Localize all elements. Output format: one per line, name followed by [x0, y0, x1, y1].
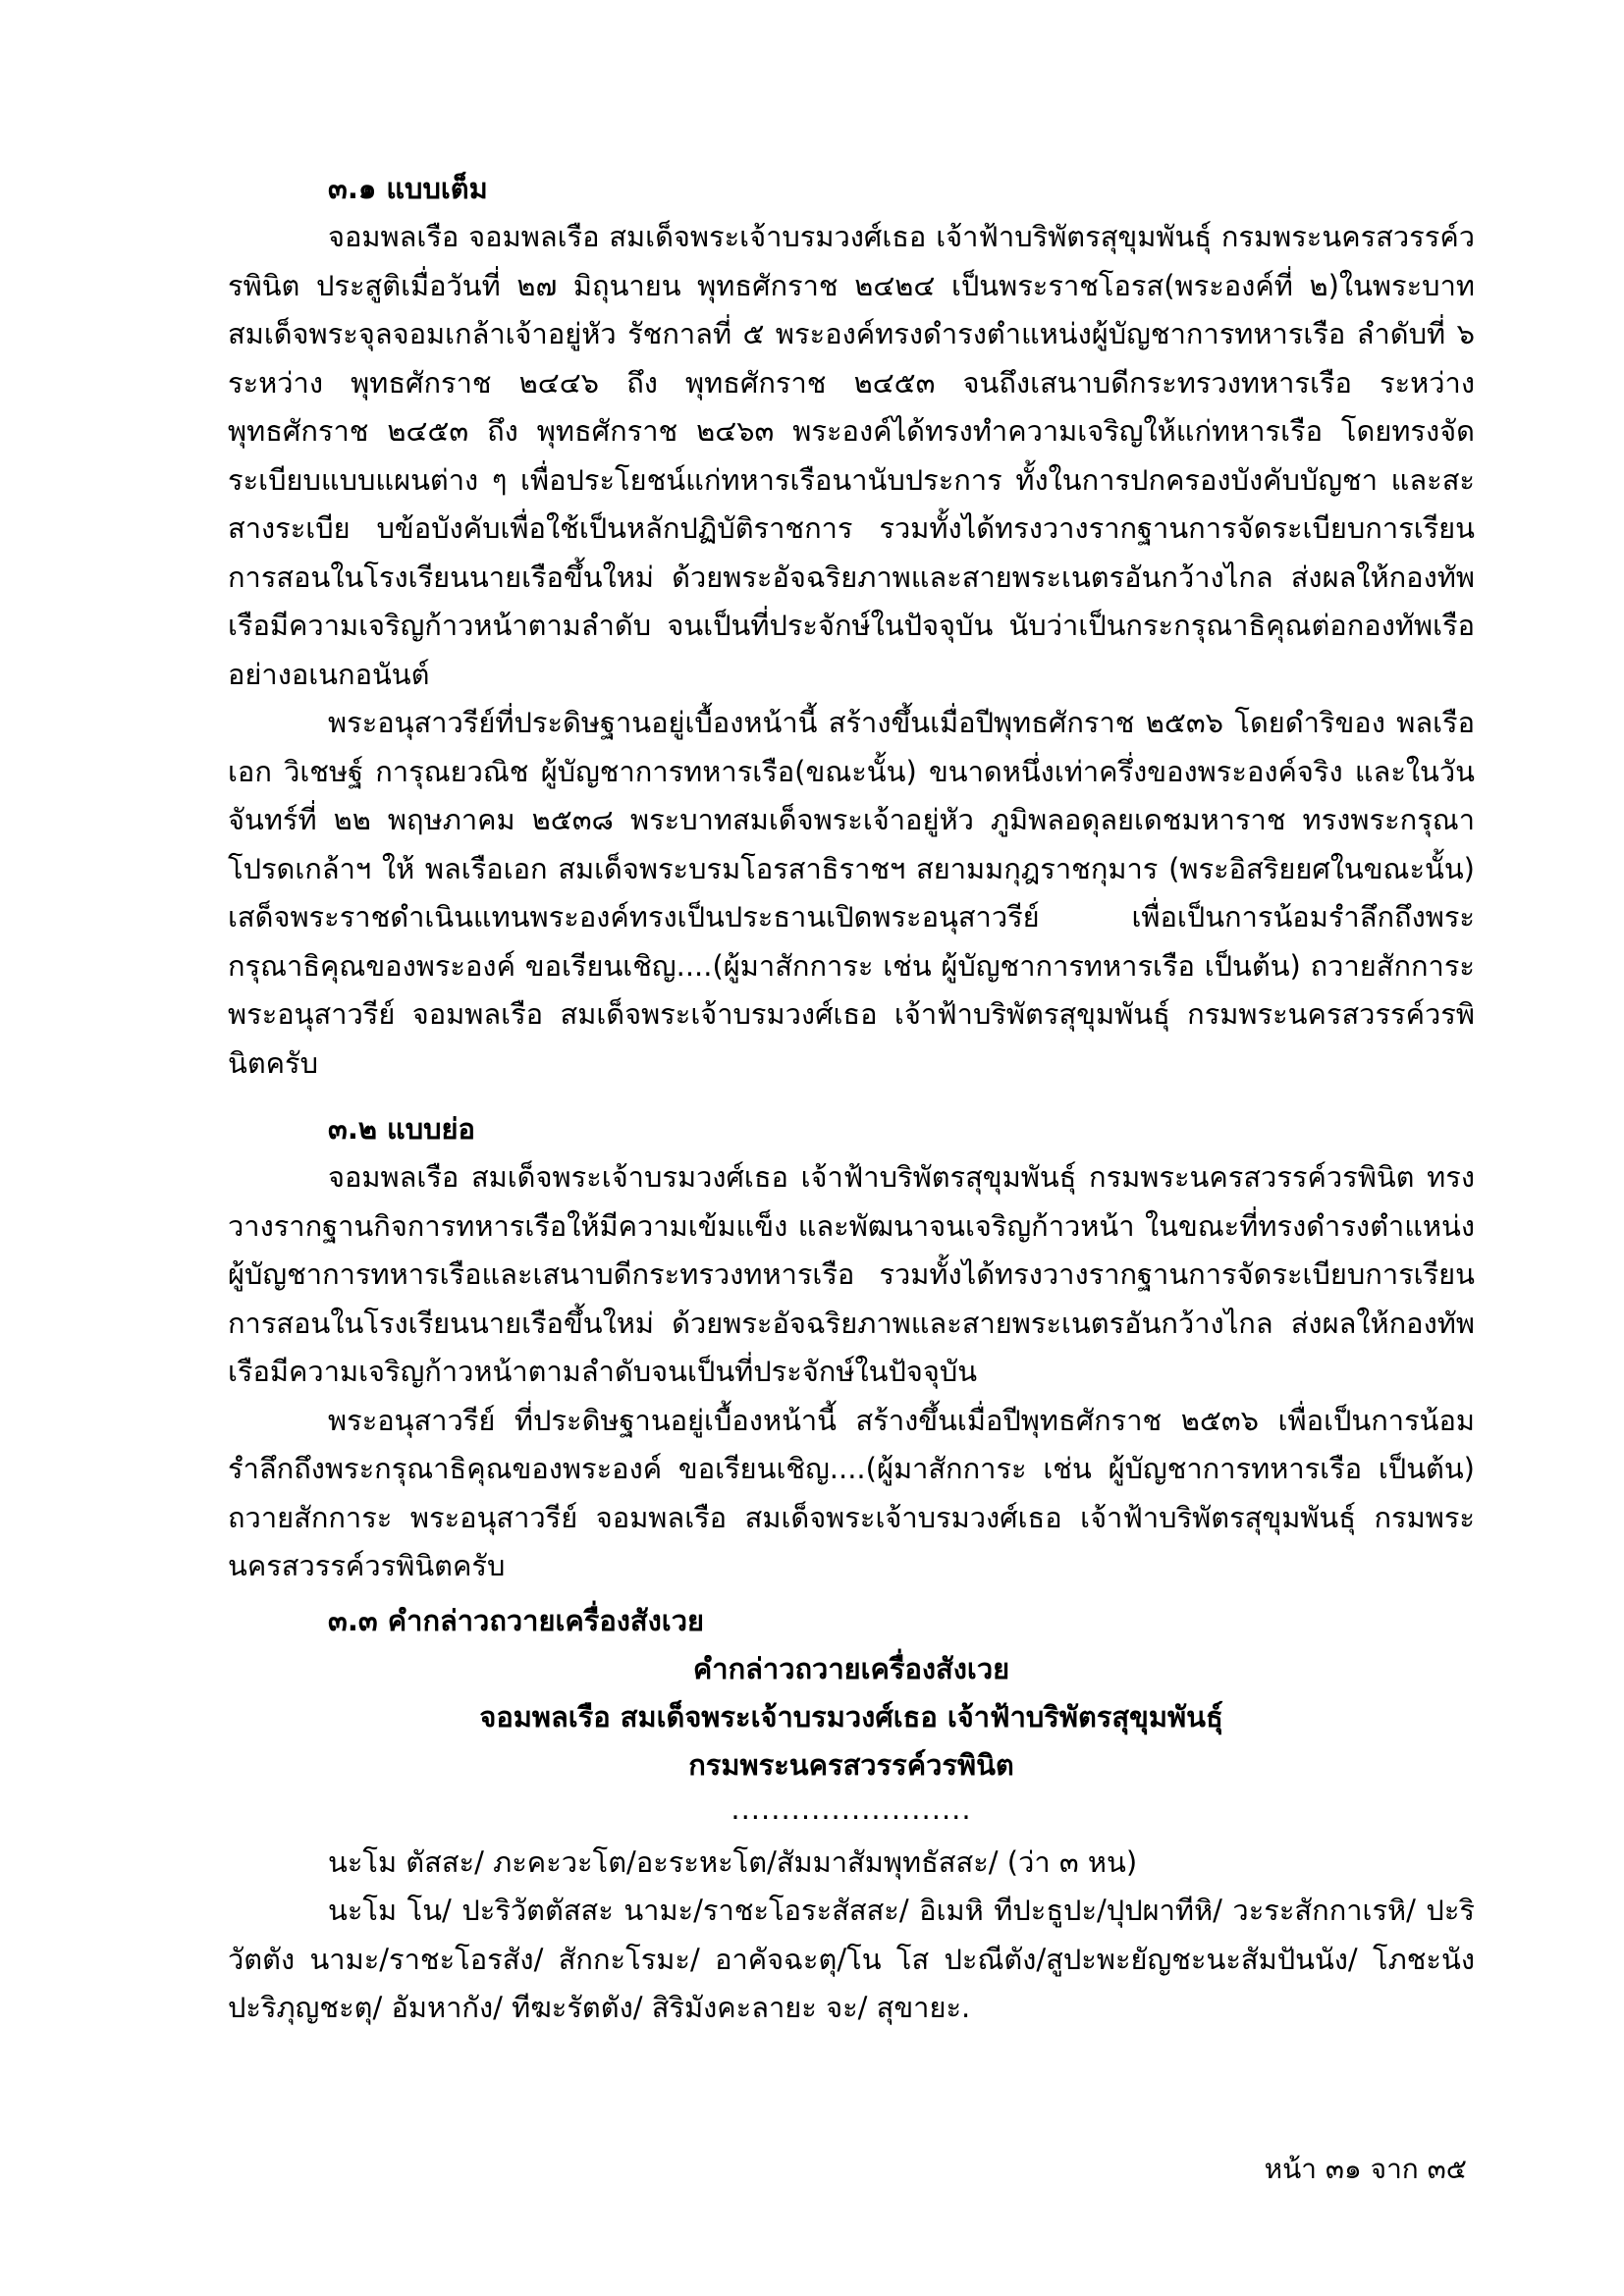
- spacer: [228, 1829, 1475, 1839]
- page-number: หน้า ๓๑ จาก ๓๕: [1264, 2153, 1467, 2185]
- offering-title-line-2: จอมพลเรือ สมเด็จพระเจ้าบรมวงศ์เธอ เจ้าฟ้าบริพัตรสุขุมพันธุ์: [479, 1699, 1223, 1734]
- paragraph-3-1-1: จอมพลเรือ จอมพลเรือ สมเด็จพระเจ้าบรมวงศ์เธอ เจ้าฟ้าบริพัตรสุขุมพันธุ์ กรมพระนครสวรรค์วรพินิต ประสูติเมื่อวันที่ ๒๗ มิถุนายน พุทธศักราช ๒๔๒๔ เป็นพระราชโอรส(พระองค์ที่ ๒)ในพระบาทสมเด็จพระจุลจอมเกล้าเจ้าอยู่หัว รัชกาลที่ ๕ พระองค์ทรงดำรงตำแหน่งผู้บัญชาการทหารเรือ ลำดับที่ ๖ ระหว่าง พุทธศักราช ๒๔๔๖ ถึง พุทธศักราช ๒๔๕๓ จนถึงเสนาบดีกระทรวงทหารเรือ ระหว่างพุทธศักราช ๒๔๕๓ ถึง พุทธศักราช ๒๔๖๓ พระองค์ได้ทรงทำความเจริญให้แก่ทหารเรือ โดยทรงจัดระเบียบแบบแผนต่าง ๆ เพื่อประโยชน์แก่ทหารเรือนานับประการ ทั้งในการปกครองบังคับบัญชา และสะสางระเบีย บข้อบังคับเพื่อใช้เป็นหลักปฏิบัติราชการ รวมทั้งได้ทรงวางรากฐานการจัดระเบียบการเรียนการสอนในโรงเรียนนายเรือขึ้นใหม่ ด้วยพระอัจฉริยภาพและสายพระเนตรอันกว้างไกล ส่งผลให้กองทัพเรือมีความเจริญก้าวหน้าตามลำดับ จนเป็นที่ประจักษ์ในปัจจุบัน นับว่าเป็นกระกรุณาธิคุณต่อกองทัพเรืออย่างอเนกอนันต์: [228, 220, 1475, 691]
- section-heading-3-3: ๓.๓ คำกล่าวถวายเครื่องสังเวย: [328, 1603, 704, 1637]
- offering-title-line-3: กรมพระนครสวรรค์วรพินิต: [688, 1747, 1014, 1782]
- document-body: [228, 165, 1475, 2033]
- paragraph-3-2-1: จอมพลเรือ สมเด็จพระเจ้าบรมวงศ์เธอ เจ้าฟ้าบริพัตรสุขุมพันธุ์ กรมพระนครสวรรค์วรพินิต ทรงวางรากฐานกิจการทหารเรือให้มีความเข้มแข็ง และพัฒนาจนเจริญก้าวหน้า ในขณะที่ทรงดำรงตำแหน่งผู้บัญชาการทหารเรือและเสนาบดีกระทรวงทหารเรือ รวมทั้งได้ทรงวางรากฐานการจัดระเบียบการเรียนการสอนในโรงเรียนนายเรือขึ้นใหม่ ด้วยพระอัจฉริยภาพและสายพระเนตรอันกว้างไกล ส่งผลให้กองทัพเรือมีความเจริญก้าวหน้าตามลำดับจนเป็นที่ประจักษ์ในปัจจุบัน: [228, 1160, 1475, 1388]
- chant-paragraph-2: นะโม โน/ ปะริวัตตัสสะ นามะ/ราชะโอระสัสสะ/ อิเมหิ ทีปะธูปะ/ปุปผาทีหิ/ วะระสักกาเรหิ/ ปะริวัตตัง นามะ/ราชะโอรสัง/ สักกะโรมะ/ อาคัจฉะตุ/โน โส ปะณีตัง/สูปะพะยัญชะนะสัมปันนัง/ โภชะนัง ปะริภุญชะตุ/ อัมหากัง/ ทีฆะรัตตัง/ สิริมังคะลายะ จะ/ สุขายะ.: [228, 1894, 1475, 2024]
- section-heading-3-2: ๓.๒ แบบย่อ: [328, 1112, 475, 1146]
- spacer: [228, 1088, 1475, 1105]
- section-heading-3-1: ๓.๑ แบบเต็ม: [328, 172, 488, 205]
- paragraph-3-1-2: พระอนุสาวรีย์ที่ประดิษฐานอยู่เบื้องหน้านี้ สร้างขึ้นเมื่อปีพุทธศักราช ๒๕๓๖ โดยดำริของ พลเรือเอก วิเชษฐ์ การุณยวณิช ผู้บัญชาการทหารเรือ(ขณะนั้น) ขนาดหนึ่งเท่าครึ่งของพระองค์จริง และในวันจันทร์ที่ ๒๒ พฤษภาคม ๒๕๓๘ พระบาทสมเด็จพระเจ้าอยู่หัว ภูมิพลอดุลยเดชมหาราช ทรงพระกรุณาโปรดเกล้าฯ ให้ พลเรือเอก สมเด็จพระบรมโอรสาธิราชฯ สยามมกุฎราชกุมาร (พระอิสริยยศในขณะนั้น) เสด็จพระราชดำเนินแทนพระองค์ทรงเป็นประธานเปิดพระอนุสาวรีย์ เพื่อเป็นการน้อมรำลึกถึงพระกรุณาธิคุณของพระองค์ ขอเรียนเชิญ....(ผู้มาสักการะ เช่น ผู้บัญชาการทหารเรือ เป็นต้น) ถวายสักการะ พระอนุสาวรีย์ จอมพลเรือ สมเด็จพระเจ้าบรมวงศ์เธอ เจ้าฟ้าบริพัตรสุขุมพันธุ์ กรมพระนครสวรรค์วรพินิตครับ: [228, 706, 1475, 1080]
- offering-title-line-1: คำกล่าวถวายเครื่องสังเวย: [692, 1651, 1010, 1685]
- chant-paragraph-1: นะโม ตัสสะ/ ภะคะวะโต/อะระหะโต/สัมมาสัมพุทธัสสะ/ (ว่า ๓ หน): [328, 1844, 1138, 1879]
- paragraph-3-2-2: พระอนุสาวรีย์ ที่ประดิษฐานอยู่เบื้องหน้านี้ สร้างขึ้นเมื่อปีพุทธศักราช ๒๕๓๖ เพื่อเป็นการน้อมรำลึกถึงพระกรุณาธิคุณของพระองค์ ขอเรียนเชิญ....(ผู้มาสักการะ เช่น ผู้บัญชาการทหารเรือ เป็นต้น) ถวายสักการะ พระอนุสาวรีย์ จอมพลเรือ สมเด็จพระเจ้าบรมวงศ์เธอ เจ้าฟ้าบริพัตรสุขุมพันธุ์ กรมพระนครสวรรค์วรพินิตครับ: [228, 1403, 1475, 1582]
- dotted-separator: ........................: [731, 1791, 972, 1826]
